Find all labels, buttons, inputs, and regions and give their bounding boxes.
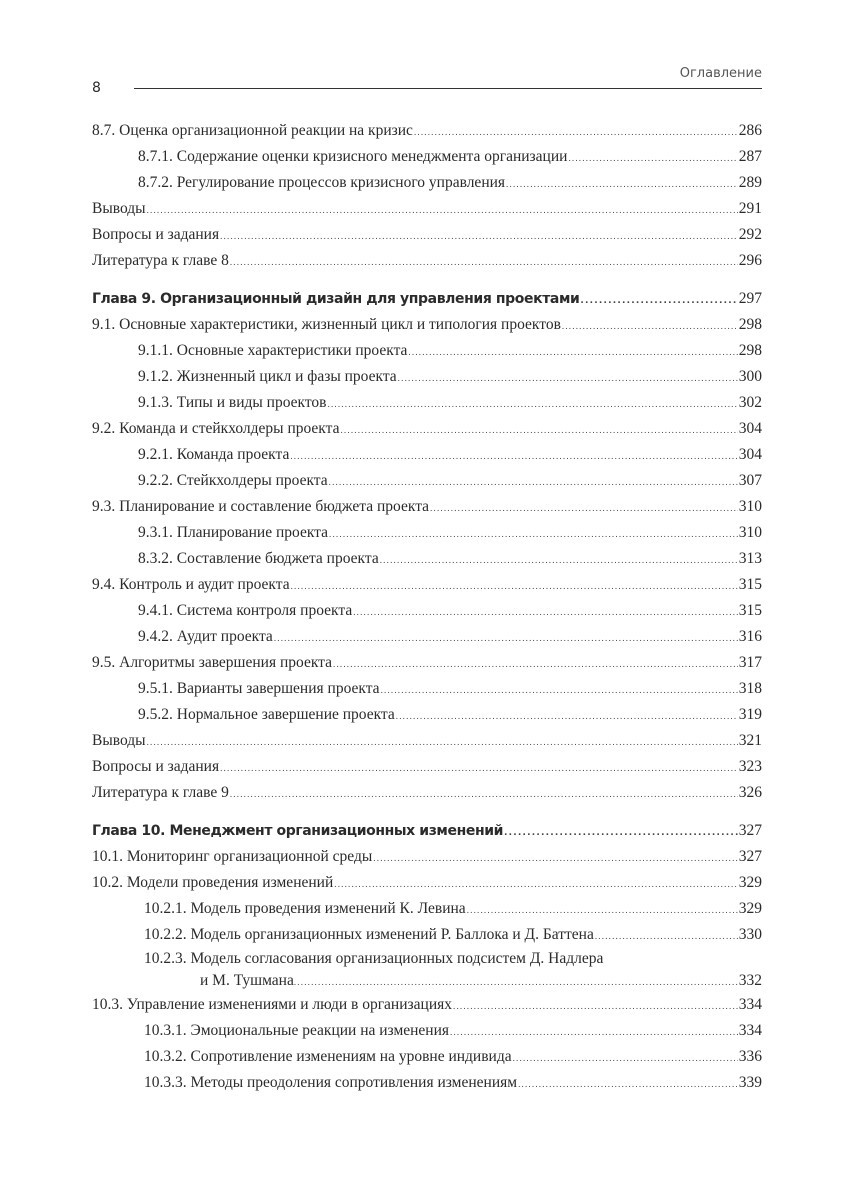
toc-entry-title: 9.4.1. Система контроля проекта [138,598,353,624]
toc-chapter-10[interactable] [92,818,762,844]
toc-entry-title: 9.4. Контроль и аудит проекта [92,572,291,598]
toc-entry-title: Выводы [92,196,147,222]
toc-entry-title: 9.3.1. Планирование проекта [138,520,329,546]
toc-entry-page: 327 [738,848,762,865]
toc-entry-page: 298 [738,342,762,359]
toc-entry-page: 326 [738,784,762,801]
leader-dots [333,651,738,677]
toc-entry-title: Литература к главе 9 [92,780,230,806]
toc-entry-title: 9.1.1. Основные характеристики проекта [138,338,408,364]
leader-dots [580,288,737,314]
toc-entry-title: 10.2.1. Модель проведения изменений К. Левина [144,896,467,922]
toc-entry-page: 315 [738,576,762,593]
header-rule [134,88,762,89]
toc-entry-title: 9.2.1. Команда проекта [138,442,290,468]
toc-entry-title: 8.7.1. Содержание оценки кризисного менеджмента организации [138,144,568,170]
toc-entry-page: 336 [738,1048,762,1065]
toc-entry[interactable] [92,572,762,598]
leader-dots [568,145,737,171]
toc-entry-page: 315 [738,602,762,619]
toc-entry[interactable] [92,1044,762,1070]
toc-entry[interactable] [92,312,762,338]
toc-entry[interactable] [92,118,762,144]
leader-dots [329,469,738,495]
toc-entry[interactable] [92,494,762,520]
toc-entry-page: 339 [738,1074,762,1091]
toc-entry[interactable] [92,170,762,196]
toc-entry[interactable] [92,676,762,702]
leader-dots [340,417,737,443]
toc-entry-title: 9.3. Планирование и составление бюджета проекта [92,494,430,520]
toc-entry-title: 8.7.2. Регулирование процессов кризисного управления [138,170,506,196]
toc-entry-title: Выводы [92,728,147,754]
toc-entry-title: 10.3.2. Сопротивление изменениям на уровне индивида [144,1044,513,1070]
leader-dots [220,755,738,781]
toc-entry[interactable] [92,624,762,650]
leader-dots [147,197,738,223]
toc-entry[interactable] [92,1018,762,1044]
leader-dots [290,443,737,469]
toc-entry-title: 9.2.2. Стейкхолдеры проекта [138,468,329,494]
toc-entry-page: 317 [738,654,762,671]
leader-dots [294,971,739,993]
toc-entry-title: 9.1. Основные характеристики, жизненный цикл и типология проектов [92,312,562,338]
toc-entry[interactable] [92,248,762,274]
toc-entry[interactable] [92,650,762,676]
leader-dots [506,171,738,197]
toc-entry-title: 9.5.1. Варианты завершения проекта [138,676,381,702]
toc-entry-title: 10.3. Управление изменениями и люди в организациях [92,992,453,1018]
leader-dots [398,365,738,391]
toc-entry-title-line2: и М. Тушмана [200,972,294,989]
leader-dots [373,845,737,871]
toc-entry[interactable] [92,780,762,806]
toc-entry-title: Литература к главе 8 [92,248,230,274]
toc-entry[interactable] [92,144,762,170]
toc-entry[interactable] [92,338,762,364]
toc-entry-page: 286 [738,122,762,139]
leader-dots [381,677,738,703]
toc-chapter-9[interactable] [92,286,762,312]
leader-dots [504,820,738,846]
toc-entry-title: Вопросы и задания [92,222,220,248]
chapter-page: 297 [738,290,762,307]
leader-dots [329,521,738,547]
leader-dots [562,313,738,339]
toc-entry-page: 318 [738,680,762,697]
running-title: Оглавление [679,66,762,81]
toc-entry[interactable] [92,728,762,754]
toc-entry[interactable] [92,896,762,922]
toc-entry-page: 300 [738,368,762,385]
toc-entry-title: 9.5. Алгоритмы завершения проекта [92,650,333,676]
toc-entry-page: 330 [738,926,762,943]
toc-entry[interactable] [92,416,762,442]
leader-dots [450,1019,738,1045]
toc-entry-title: 10.3.1. Эмоциональные реакции на изменения [144,1018,450,1044]
toc-entry-page: 304 [738,420,762,437]
toc-entry-page: 310 [738,498,762,515]
toc-entry-page: 334 [738,1022,762,1039]
toc-entry-title: 8.3.2. Составление бюджета проекта [138,546,380,572]
toc-entry-page: 298 [738,316,762,333]
toc-entry-title: 9.1.2. Жизненный цикл и фазы проекта [138,364,398,390]
leader-dots [467,897,738,923]
toc-entry-page: 291 [738,200,762,217]
toc-entry-title: 9.4.2. Аудит проекта [138,624,274,650]
leader-dots [396,703,738,729]
toc-entry-page: 289 [738,174,762,191]
toc-entry-page: 319 [738,706,762,723]
toc-entry[interactable] [92,1070,762,1096]
table-of-contents [92,118,762,1096]
toc-entry-page: 296 [738,252,762,269]
toc-entry[interactable] [92,222,762,248]
chapter-title: Глава 10. Менеджмент организационных изменений [92,818,504,844]
toc-entry[interactable] [92,870,762,896]
toc-entry-page: 313 [738,550,762,567]
toc-entry[interactable] [92,844,762,870]
leader-dots [328,391,738,417]
leader-dots [408,339,737,365]
toc-entry-title: 9.1.3. Типы и виды проектов [138,390,328,416]
leader-dots [334,871,738,897]
toc-entry[interactable] [92,442,762,468]
toc-entry[interactable] [92,390,762,416]
toc-entry-page: 329 [738,874,762,891]
leader-dots [230,781,738,807]
toc-entry-page: 316 [738,628,762,645]
chapter-title: Глава 9. Организационный дизайн для управления проектами [92,286,580,312]
leader-dots [230,249,738,275]
leader-dots [518,1071,738,1097]
leader-dots [274,625,738,651]
leader-dots [430,495,738,521]
toc-entry-page: 329 [738,900,762,917]
leader-dots [147,729,738,755]
toc-entry-title: 10.2. Модели проведения изменений [92,870,334,896]
leader-dots [380,547,738,573]
page-header [92,60,762,100]
toc-entry-page: 292 [738,226,762,243]
chapter-page: 327 [738,822,762,839]
toc-entry[interactable] [92,992,762,1018]
toc-entry[interactable] [92,754,762,780]
toc-entry[interactable] [92,364,762,390]
toc-entry-title: 10.2.2. Модель организационных изменений Р. Баллока и Д. Баттена [144,922,595,948]
toc-entry-title: 8.7. Оценка организационной реакции на кризис [92,118,414,144]
toc-entry[interactable] [92,468,762,494]
leader-dots [453,993,738,1019]
toc-entry-title: Вопросы и задания [92,754,220,780]
toc-entry[interactable] [92,546,762,572]
toc-entry-title: 10.3.3. Методы преодоления сопротивления изменениям [144,1070,518,1096]
page-number: 8 [92,80,101,96]
leader-dots [353,599,738,625]
toc-entry-page: 334 [738,996,762,1013]
toc-entry[interactable] [92,948,762,992]
leader-dots [291,573,738,599]
toc-entry[interactable] [92,922,762,948]
toc-entry-page: 304 [738,446,762,463]
toc-entry[interactable] [92,196,762,222]
toc-entry[interactable] [92,598,762,624]
toc-entry-page: 287 [738,148,762,165]
leader-dots [220,223,738,249]
toc-entry-title: 10.1. Мониторинг организационной среды [92,844,373,870]
toc-entry-title: 9.5.2. Нормальное завершение проекта [138,702,396,728]
toc-entry-page: 323 [738,758,762,775]
toc-entry[interactable] [92,520,762,546]
toc-entry-page: 321 [738,732,762,749]
toc-entry[interactable] [92,702,762,728]
leader-dots [414,119,738,145]
toc-entry-page: 302 [738,394,762,411]
toc-entry-title: 9.2. Команда и стейкхолдеры проекта [92,416,340,442]
toc-entry-page: 307 [738,472,762,489]
leader-dots [595,923,738,949]
toc-entry-page: 310 [738,524,762,541]
toc-entry-title-line1: 10.2.3. Модель согласования организационных подсистем Д. Надлера [144,950,604,967]
toc-entry-page: 332 [738,972,762,989]
leader-dots [513,1045,738,1071]
